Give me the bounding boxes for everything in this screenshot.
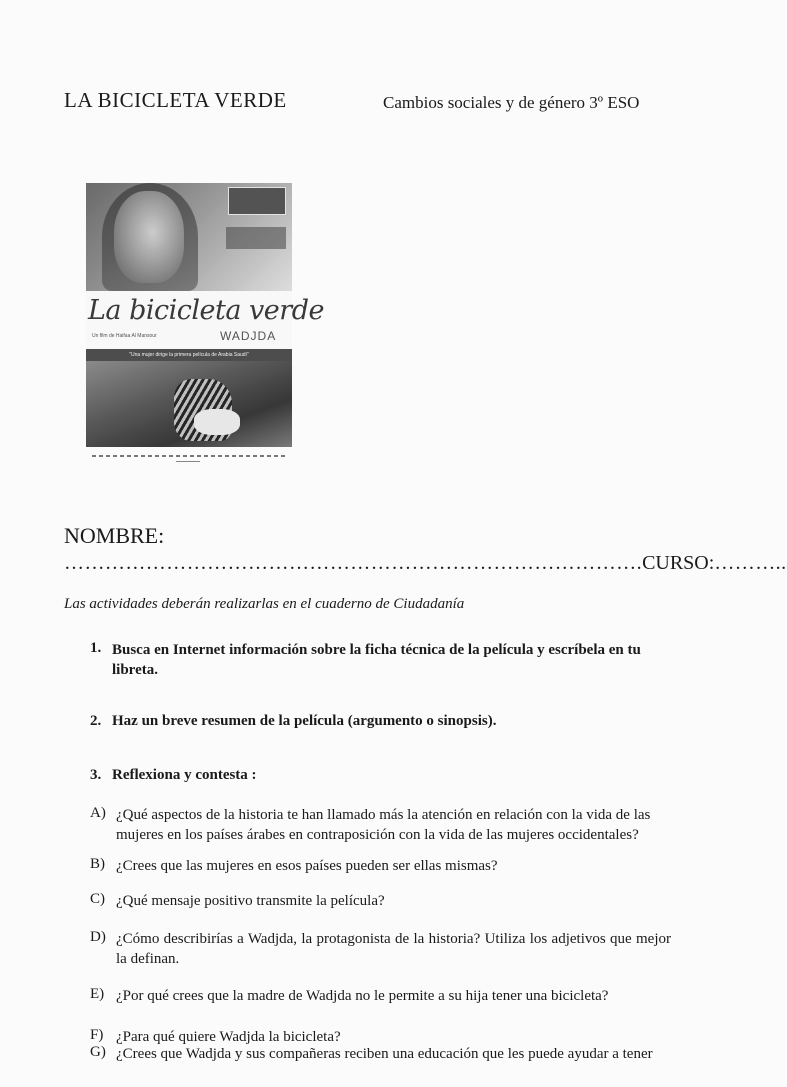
subquestion-letter: A): [90, 805, 106, 821]
subquestion-text: ¿Crees que las mujeres en esos países pueden ser ellas mismas?: [116, 858, 498, 874]
question-1: [90, 640, 690, 680]
subquestion-b: [90, 856, 690, 876]
poster-tagline: "Una mujer dirige la primera película de Arabia Saudí": [86, 349, 292, 361]
poster-original-title: WADJDA: [220, 329, 277, 343]
subquestion-letter: F): [90, 1027, 104, 1043]
question-text: Busca en Internet información sobre la ficha técnica de la película y escríbela en tu libreta.: [112, 642, 641, 678]
subquestion-text: ¿Qué mensaje positivo transmite la película?: [116, 893, 385, 909]
poster-credits-line-short: [176, 461, 200, 462]
name-label: NOMBRE:: [64, 523, 165, 548]
subquestion-text: ¿Cómo describirías a Wadjda, la protagonista de la historia? Utiliza los adjetivos que mejor la definan.: [116, 931, 671, 967]
movie-poster-image: [86, 183, 324, 471]
question-number: 2.: [90, 713, 102, 729]
document-title: LA BICICLETA VERDE: [64, 88, 287, 112]
poster-credits: [86, 447, 292, 471]
subquestion-text: ¿Crees que Wadjda y sus compañeras reciben una educación que les puede ayudar a tener: [116, 1046, 653, 1062]
poster-award-badge: [228, 187, 286, 215]
subquestion-a: [90, 805, 690, 845]
subquestion-d: [90, 929, 690, 969]
name-course-line: [64, 552, 787, 575]
question-number: 3.: [90, 767, 102, 783]
subquestion-letter: G): [90, 1044, 106, 1060]
poster-script-title: La bicicleta verde: [88, 295, 324, 326]
subquestion-letter: D): [90, 929, 106, 945]
question-number: 1.: [90, 640, 102, 656]
question-3: [90, 767, 257, 784]
question-text: Haz un breve resumen de la película (argumento o sinopsis).: [112, 713, 497, 729]
name-field[interactable]: ………………………………………………………………………….: [64, 552, 643, 574]
subquestion-g: [90, 1044, 690, 1064]
course-field[interactable]: ………..: [714, 552, 787, 574]
poster-director: Un film de Haifaa Al Mansour: [92, 333, 157, 339]
poster-quote-box: [226, 227, 286, 249]
subquestion-c: [90, 891, 690, 911]
subquestion-letter: C): [90, 891, 105, 907]
question-2: [90, 713, 496, 730]
subquestion-text: ¿Por qué crees que la madre de Wadjda no le permite a su hija tener una bicicleta?: [116, 988, 609, 1004]
poster-credits-line: [92, 455, 286, 457]
subquestion-text: ¿Para qué quiere Wadjda la bicicleta?: [116, 1029, 341, 1045]
course-label: CURSO:: [642, 552, 715, 574]
subquestion-letter: B): [90, 856, 105, 872]
instructions: Las actividades deberán realizarlas en el cuaderno de Ciudadanía: [64, 596, 465, 612]
document-subtitle: Cambios sociales y de género 3º ESO: [383, 93, 640, 112]
question-text: Reflexiona y contesta :: [112, 767, 257, 783]
poster-sneaker-toe: [194, 409, 240, 435]
subquestion-letter: E): [90, 986, 105, 1002]
poster-girl-face: [114, 191, 184, 283]
subquestion-text: ¿Qué aspectos de la historia te han llamado más la atención en relación con la vida de las mujeres en los países árabes en contraposición con la vida de las mujeres occidentales?: [116, 807, 651, 843]
subquestion-e: [90, 986, 690, 1006]
